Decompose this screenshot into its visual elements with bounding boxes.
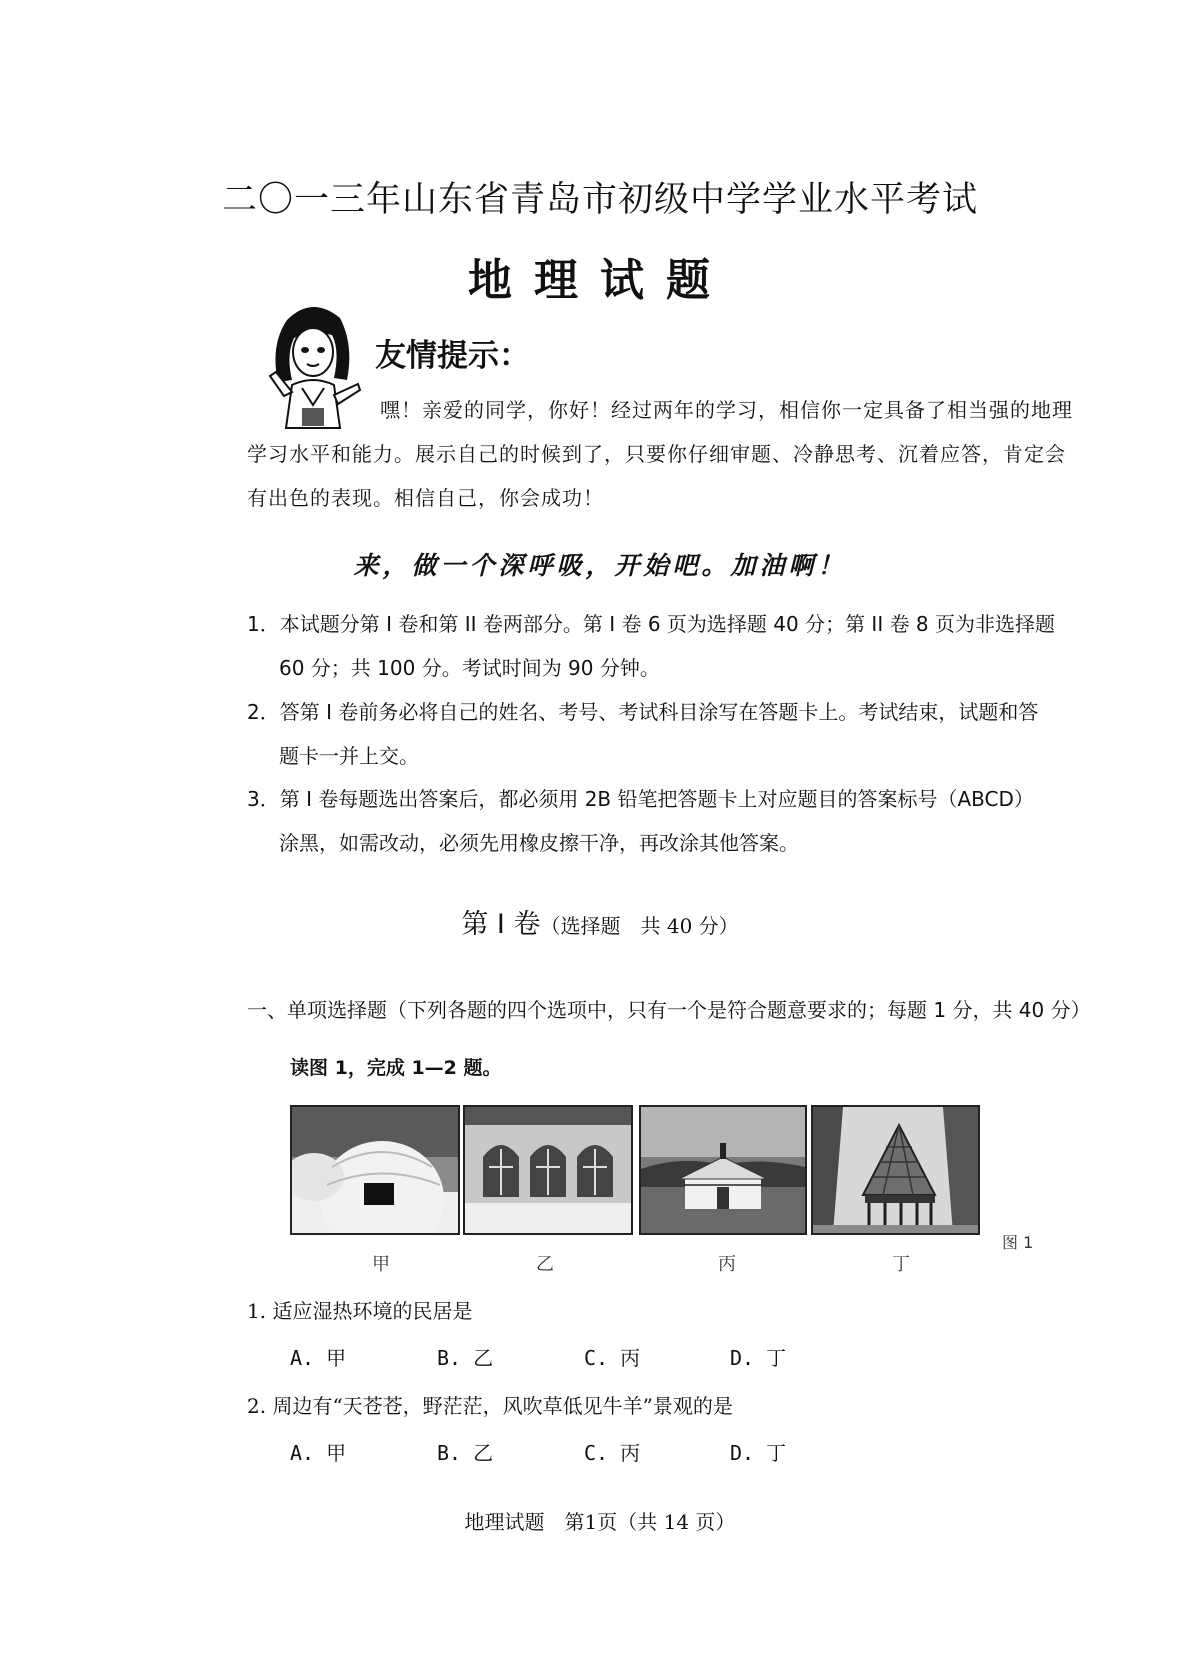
photo-stilt-house <box>811 1105 980 1235</box>
section-heading: 一、单项选择题（下列各题的四个选项中，只有一个是符合题意要求的；每题 1 分，共 40 分） <box>247 998 1091 1022</box>
volume-title <box>0 902 1200 941</box>
figure-label: 图 1 <box>1002 1233 1034 1252</box>
question-text: 2. 周边有“天苍苍，野茫茫，风吹草低见牛羊”景观的是 <box>247 1394 733 1418</box>
photo-igloo <box>290 1105 460 1235</box>
tip-text-line: 嘿！亲爱的同学，你好！经过两年的学习，相信你一定具备了相当强的地理 <box>380 398 1073 422</box>
question-options <box>0 1342 1200 1372</box>
photo-caption: 丙 <box>718 1254 736 1275</box>
tip-heading: 友情提示： <box>375 338 530 374</box>
instruction-line: 题卡一并上交。 <box>279 744 419 768</box>
subject-title: 地理试题 <box>468 255 732 306</box>
option-b: B. 乙 <box>437 1346 494 1370</box>
exam-title: 二〇一三年山东省青岛市初级中学学业水平考试 <box>221 180 978 220</box>
option-d: D. 丁 <box>730 1346 787 1370</box>
instruction-line: 60 分；共 100 分。考试时间为 90 分钟。 <box>279 656 660 680</box>
photo-yurt <box>639 1105 807 1235</box>
question-text: 1. 适应湿热环境的民居是 <box>247 1299 473 1323</box>
instruction-line: 1．本试题分第 I 卷和第 II 卷两部分。第 I 卷 6 页为选择题 40 分；第 II 卷 8 页为非选择题 <box>247 612 1056 636</box>
tip-text-line: 学习水平和能力。展示自己的时候到了，只要你仔细审题、冷静思考、沉着应答，肯定会 <box>247 442 1066 466</box>
question-options <box>0 1437 1200 1467</box>
photo-caption: 丁 <box>892 1254 910 1275</box>
cheer-line: 来，做一个深呼吸，开始吧。加油啊！ <box>353 551 847 580</box>
instruction-line: 涂黑，如需改动，必须先用橡皮擦干净，再改涂其他答案。 <box>279 831 799 855</box>
option-c: C. 丙 <box>584 1346 641 1370</box>
photo-caption: 乙 <box>536 1254 554 1275</box>
mascot-illustration <box>262 300 362 430</box>
read-instruction: 读图 1，完成 1—2 题。 <box>290 1057 502 1079</box>
volume-title-sub: （选择题 共 40 分） <box>540 914 739 938</box>
option-a: A. 甲 <box>290 1346 347 1370</box>
option-c: C. 丙 <box>584 1441 641 1465</box>
option-d: D. 丁 <box>730 1441 787 1465</box>
option-a: A. 甲 <box>290 1441 347 1465</box>
page-footer: 地理试题 第1页（共 14 页） <box>464 1510 736 1534</box>
instruction-line: 2．答第 I 卷前务必将自己的姓名、考号、考试科目涂写在答题卡上。考试结束，试题和答 <box>247 700 1039 724</box>
tip-text-line: 有出色的表现。相信自己，你会成功！ <box>247 486 604 510</box>
photo-caption: 甲 <box>372 1254 390 1275</box>
instruction-line: 3．第 I 卷每题选出答案后，都必须用 2B 铅笔把答题卡上对应题目的答案标号（ABCD） <box>247 787 1034 811</box>
photo-cave-dwelling <box>463 1105 633 1235</box>
option-b: B. 乙 <box>437 1441 494 1465</box>
volume-title-main: 第 I 卷 <box>461 909 541 940</box>
